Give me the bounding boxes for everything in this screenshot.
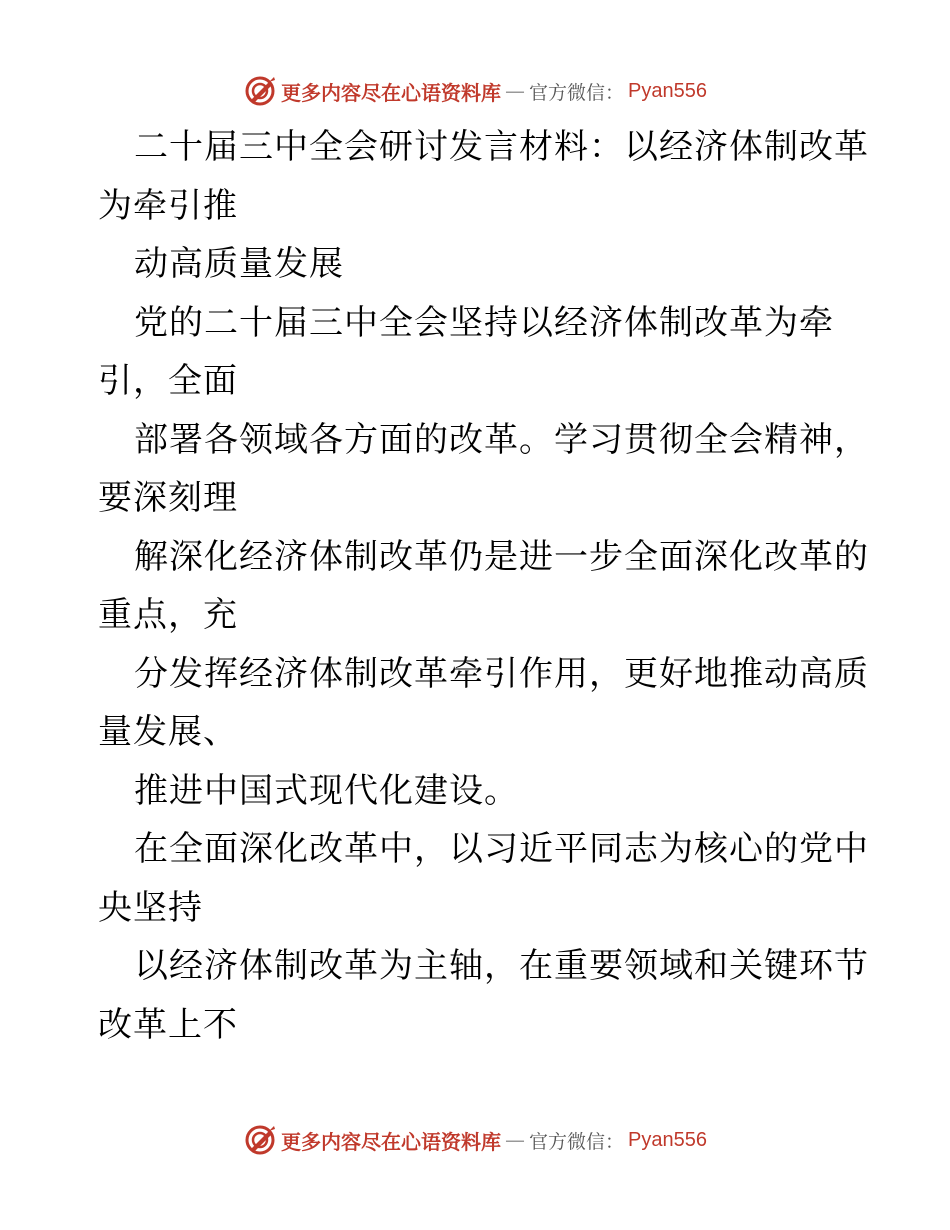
footer-wechat-id: Pyan556 [628,1128,707,1151]
text-line: 解深化经济体制改革仍是进一步全面深化改革的 [134,536,869,577]
footer-wechat-label: 官方微信： [529,1130,625,1153]
text-line: 为牵引推 [98,185,238,226]
brand-logo-icon [243,74,277,108]
text-line: 二十届三中全会研讨发言材料：以经济体制改革 [134,127,869,167]
header-dash: — [505,79,525,103]
text-line: 党的二十届三中全会坚持以经济体制改革为牵 [134,302,834,343]
text-line: 在全面深化改革中，以习近平同志为核心的党中 [134,829,869,869]
header-banner-content [243,74,707,108]
brand-logo-icon [243,1123,277,1157]
text-line: 要深刻理 [98,478,238,518]
text-line: 以经济体制改革为主轴，在重要领域和关键环节 [134,946,869,986]
text-line: 动高质量发展 [134,244,344,284]
header-banner [0,71,950,111]
header-wechat-label: 官方微信： [529,81,625,104]
text-line: 引，全面 [98,361,238,401]
footer-dash: — [505,1128,525,1152]
header-promo-text: 更多内容尽在心语资料库 [281,80,501,105]
text-line: 部署各领域各方面的改革。学习贯彻全会精神， [134,419,869,460]
footer-banner-content [243,1123,707,1157]
text-line: 央坚持 [98,887,203,928]
document-body [98,118,869,1054]
header-wechat-id: Pyan556 [628,79,707,102]
text-line: 重点，充 [98,595,238,635]
footer-banner [0,1120,950,1160]
text-line: 改革上不 [98,1004,238,1045]
text-line: 量发展、 [98,712,238,752]
text-line: 分发挥经济体制改革牵引作用，更好地推动高质 [134,653,869,694]
text-line: 推进中国式现代化建设。 [134,770,519,811]
footer-promo-text: 更多内容尽在心语资料库 [281,1129,501,1154]
